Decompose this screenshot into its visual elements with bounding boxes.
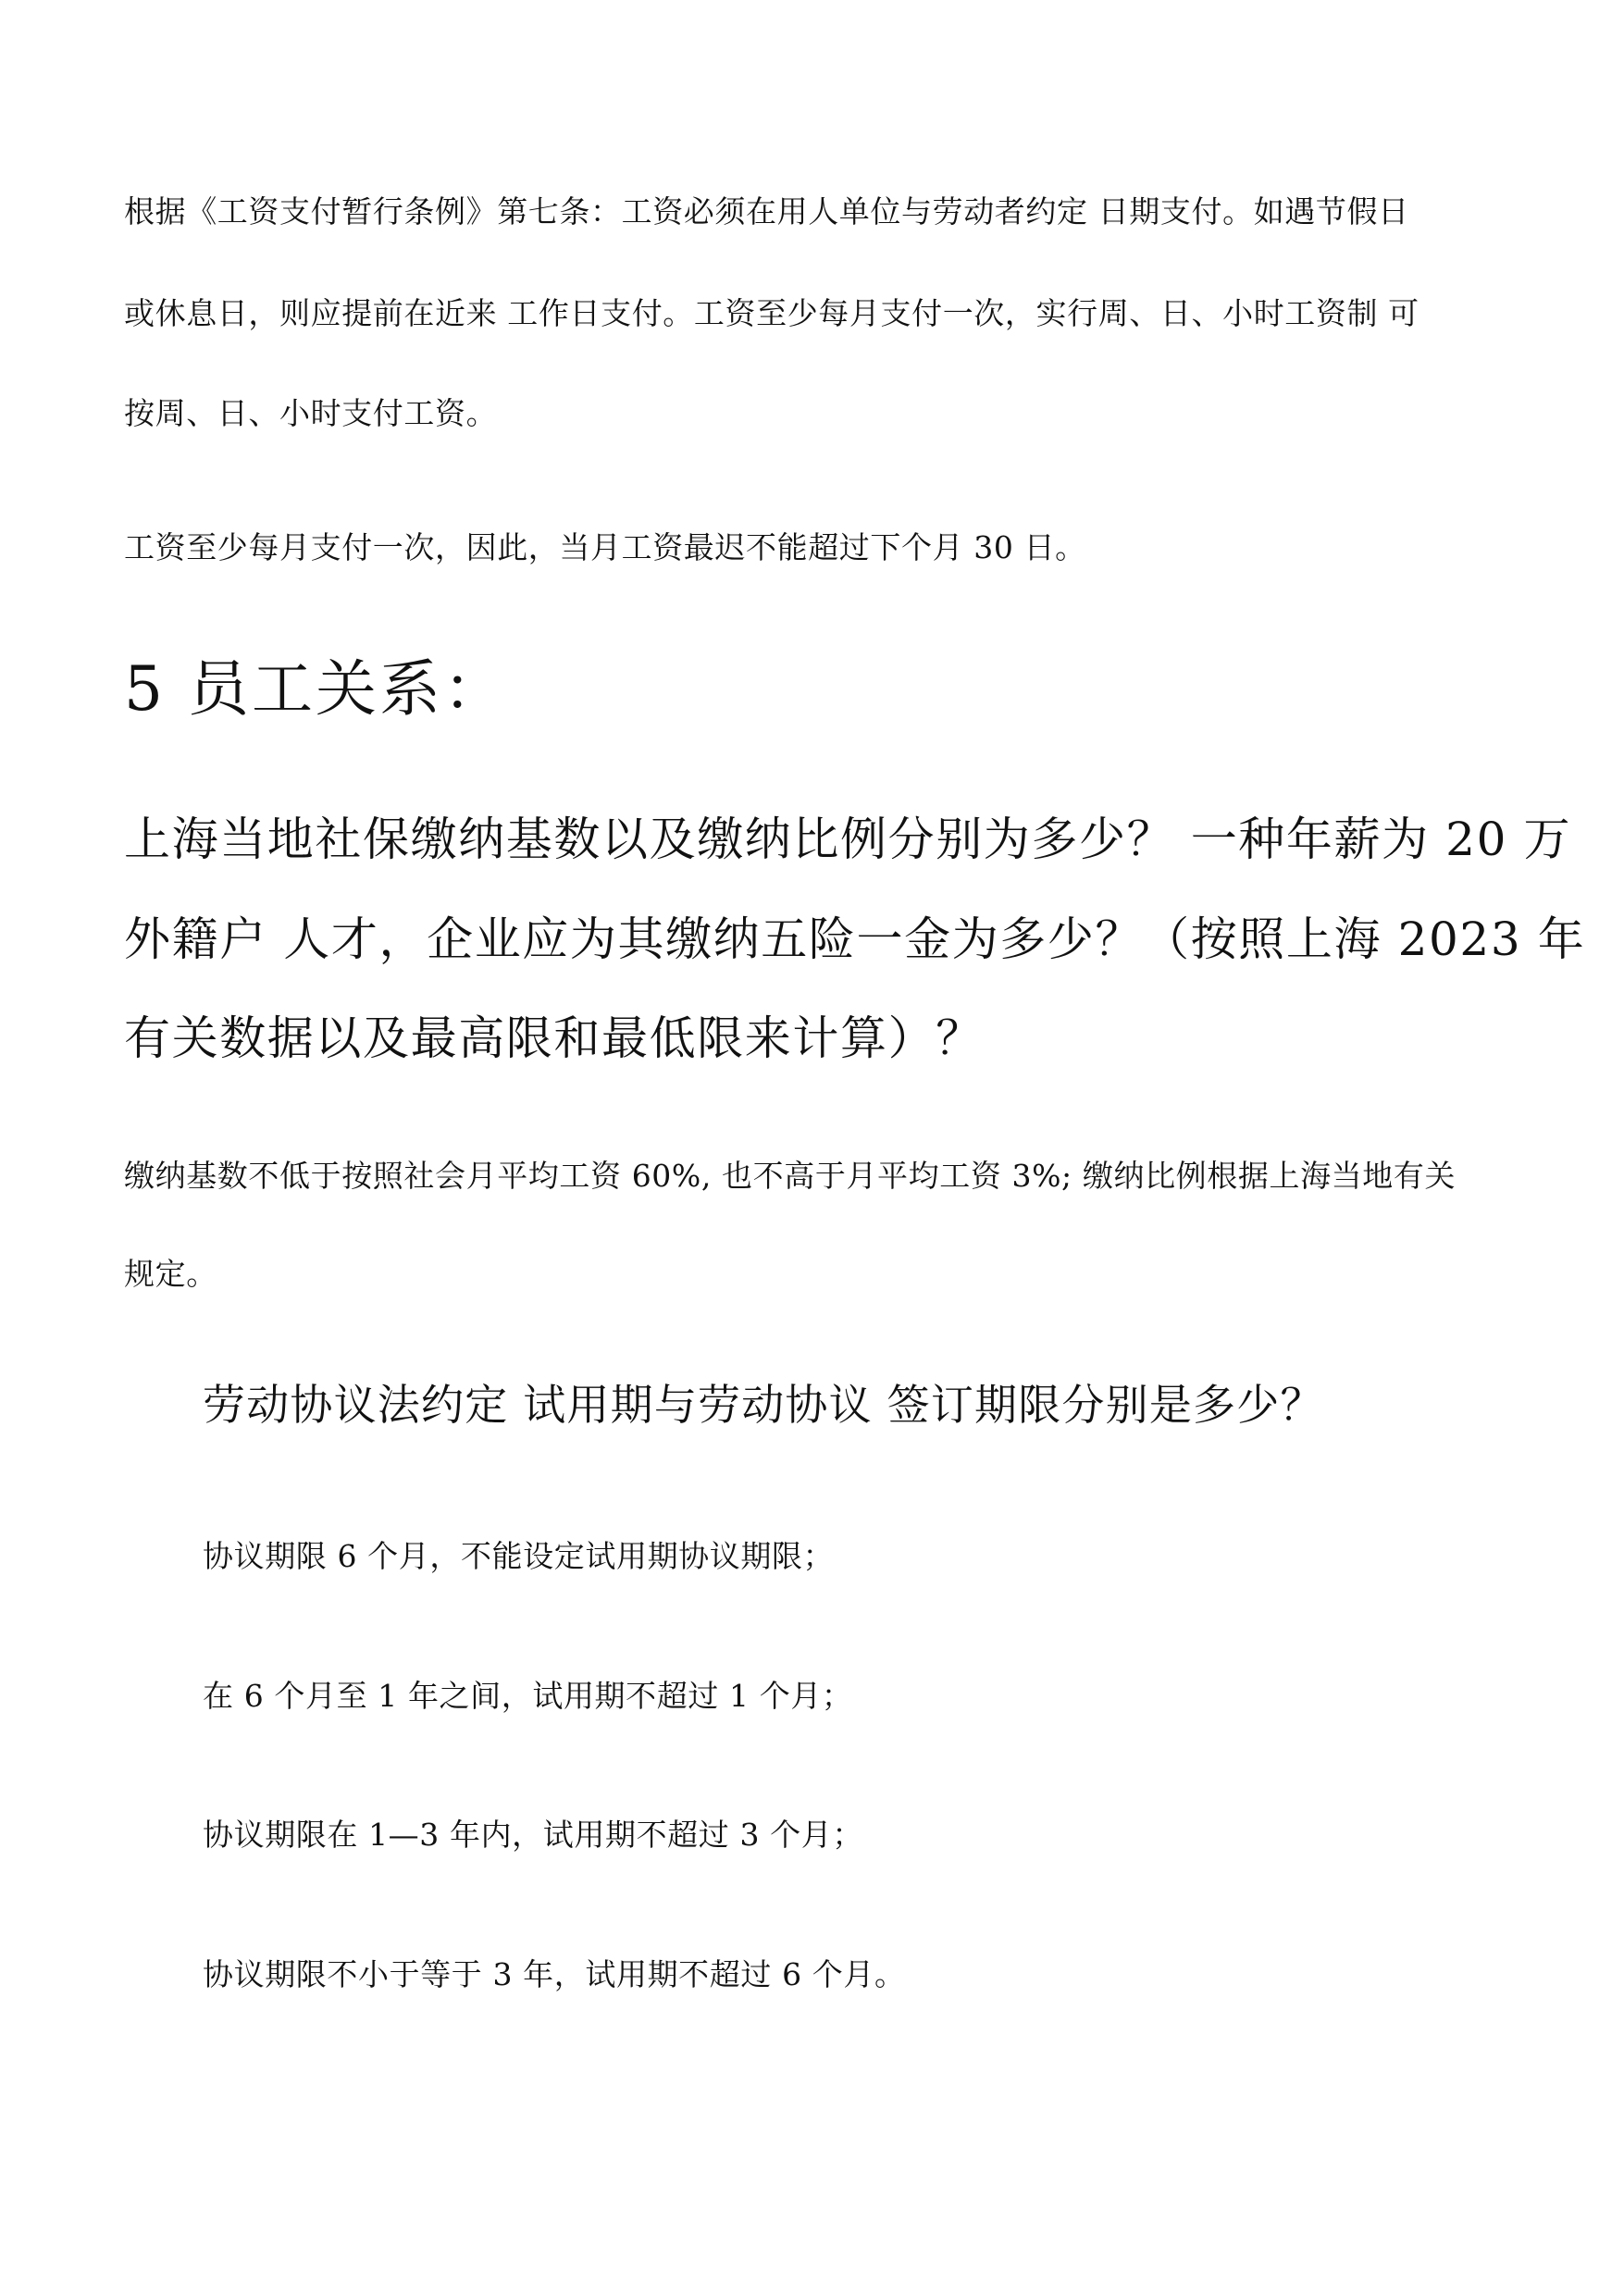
paragraph-1-line-3: 按周、日、小时支付工资。 [124, 395, 498, 431]
answer-2-item-3: 协议期限在 1—3 年内，试用期不超过 3 个月； [203, 1817, 863, 1853]
answer-1-line-2: 规定。 [124, 1256, 217, 1292]
answer-2-item-1: 协议期限 6 个月，不能设定试用期协议期限； [203, 1538, 835, 1574]
question-2: 劳动协议法约定 试用期与劳动协议 签订期限分别是多少？ [203, 1380, 1324, 1430]
section-heading: 5 员工关系： [124, 653, 507, 725]
paragraph-1-line-2: 或休息日，则应提前在近来 工作日支付。工资至少每月支付一次，实行周、日、小时工资制 可 [124, 295, 1419, 331]
answer-1-line-1: 缴纳基数不低于按照社会月平均工资 60%, 也不高于月平均工资 3%; 缴纳比例根据上海当地有关 [124, 1158, 1457, 1194]
paragraph-2: 工资至少每月支付一次，因此，当月工资最迟不能超过下个月 30 日。 [124, 529, 1086, 565]
question-1-line-1: 上海当地社保缴纳基数以及缴纳比例分别为多少？ 一种年薪为 20 万 [124, 813, 1572, 866]
paragraph-1-line-1: 根据《工资支付暂行条例》第七条：工资必须在用人单位与劳动者约定 日期支付。如遇节假日 [124, 193, 1409, 230]
question-1-line-3: 有关数据以及最高限和最低限来计算）？ [124, 1011, 984, 1065]
answer-2-item-4: 协议期限不小于等于 3 年，试用期不超过 6 个月。 [203, 1956, 906, 1992]
answer-2-item-2: 在 6 个月至 1 年之间，试用期不超过 1 个月； [203, 1678, 853, 1714]
question-1-line-2: 外籍户 人才，企业应为其缴纳五险一金为多少？（按照上海 2023 年 [124, 912, 1586, 966]
